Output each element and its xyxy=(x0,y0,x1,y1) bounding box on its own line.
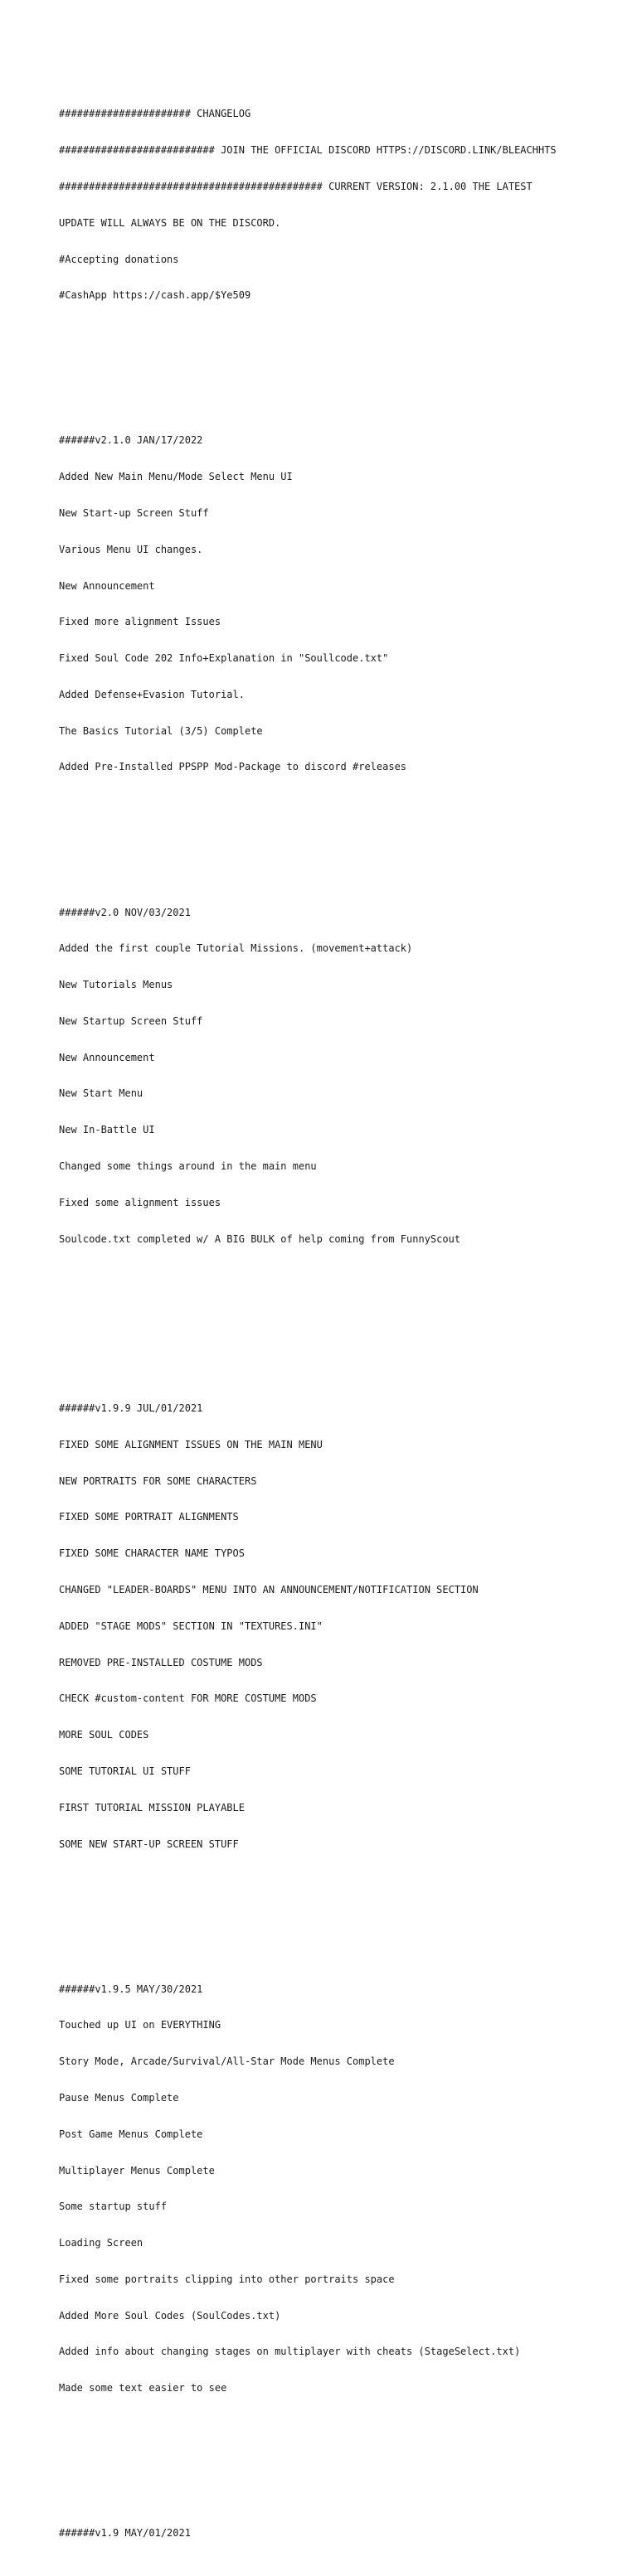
header-line: ########################## JOIN THE OFFICIAL DISCORD HTTPS://DISCORD.LINK/BLEACHHTS xyxy=(59,144,557,157)
changelog-item: Some startup stuff xyxy=(59,2201,168,2213)
changelog-item: Added the first couple Tutorial Missions. (movement+attack) xyxy=(59,942,413,955)
section-spacer xyxy=(59,1910,590,1923)
changelog-item: FIXED SOME PORTRAIT ALIGNMENTS xyxy=(59,1511,239,1523)
changelog-item: Made some text easier to see xyxy=(59,2382,227,2394)
changelog-item: Touched up UI on EVERYTHING xyxy=(59,2019,221,2031)
changelog-item: Pause Menus Complete xyxy=(59,2091,179,2104)
changelog-section-v1-9-9 xyxy=(59,1378,590,1874)
header-line: #CashApp https://cash.app/$Ye509 xyxy=(59,289,251,302)
changelog-section-v1-9 xyxy=(59,2503,590,2564)
changelog-section-v2-1-0 xyxy=(59,410,590,797)
changelog-item: Added Defense+Evasion Tutorial. xyxy=(59,688,245,700)
changelog-item: Fixed some alignment issues xyxy=(59,1196,221,1208)
changelog-item: FIXED SOME CHARACTER NAME TYPOS xyxy=(59,1547,245,1560)
header-line: ############################################ CURRENT VERSION: 2.1.00 THE LATEST xyxy=(59,180,532,192)
changelog-item: Story Mode, Arcade/Survival/All-Star Mode Menus Complete xyxy=(59,2055,395,2068)
changelog-item: CHANGED "LEADER-BOARDS" MENU INTO AN ANNOUNCEMENT/NOTIFICATION SECTION xyxy=(59,1584,479,1596)
changelog-item: SOME TUTORIAL UI STUFF xyxy=(59,1765,191,1777)
changelog-item: Changed some things around in the main menu xyxy=(59,1160,317,1173)
section-heading: ######v1.9 MAY/01/2021 xyxy=(59,2527,191,2540)
changelog-item: ADDED "STAGE MODS" SECTION IN "TEXTURES.INI" xyxy=(59,1620,323,1632)
changelog-item: New In-Battle UI xyxy=(59,1124,155,1136)
changelog-item: SOME NEW START-UP SCREEN STUFF xyxy=(59,1838,239,1850)
changelog-item: Multiplayer Menus Complete xyxy=(59,2164,215,2177)
changelog-item: CHECK #custom-content FOR MORE COSTUME MODS xyxy=(59,1692,317,1705)
section-spacer xyxy=(59,2455,590,2467)
changelog-item: Fixed more alignment Issues xyxy=(59,616,221,628)
changelog-item: FIRST TUTORIAL MISSION PLAYABLE xyxy=(59,1801,245,1813)
changelog-item: Post Game Menus Complete xyxy=(59,2128,203,2140)
changelog-item: Added Pre-Installed PPSPP Mod-Package to discord #releases xyxy=(59,761,407,773)
section-heading: ######v1.9.9 JUL/01/2021 xyxy=(59,1402,203,1415)
changelog-item: Soulcode.txt completed w/ A BIG BULK of help coming from FunnyScout xyxy=(59,1232,461,1245)
section-heading: ######v1.9.5 MAY/30/2021 xyxy=(59,1983,203,1995)
changelog-item: Loading Screen xyxy=(59,2237,143,2249)
section-spacer xyxy=(59,1305,590,1342)
changelog-document xyxy=(59,60,590,2576)
header-line: ###################### CHANGELOG xyxy=(59,108,251,120)
changelog-item: Added More Soul Codes (SoulCodes.txt) xyxy=(59,2309,281,2322)
section-heading: ######v2.0 NOV/03/2021 xyxy=(59,906,191,918)
changelog-item: FIXED SOME ALIGNMENT ISSUES ON THE MAIN MENU xyxy=(59,1438,323,1450)
section-spacer xyxy=(59,834,590,846)
changelog-item: New Start Menu xyxy=(59,1087,143,1100)
changelog-item: Various Menu UI changes. xyxy=(59,543,203,555)
changelog-header xyxy=(59,84,590,326)
changelog-item: New Startup Screen Stuff xyxy=(59,1014,203,1027)
changelog-section-v1-9-5 xyxy=(59,1959,590,2419)
changelog-section-v2-0 xyxy=(59,882,590,1269)
changelog-item: REMOVED PRE-INSTALLED COSTUME MODS xyxy=(59,1656,263,1668)
section-heading: ######v2.1.0 JAN/17/2022 xyxy=(59,434,203,447)
changelog-item: MORE SOUL CODES xyxy=(59,1729,149,1741)
changelog-item: New Announcement xyxy=(59,1051,155,1063)
changelog-item: NEW PORTRAITS FOR SOME CHARACTERS xyxy=(59,1474,257,1487)
changelog-item: New Start-up Screen Stuff xyxy=(59,506,209,519)
changelog-item: New Tutorials Menus xyxy=(59,979,173,991)
changelog-item: The Basics Tutorial (3/5) Complete xyxy=(59,724,263,737)
header-line: #Accepting donations xyxy=(59,253,179,265)
changelog-item: Fixed some portraits clipping into other portraits space xyxy=(59,2273,395,2285)
changelog-item: New Announcement xyxy=(59,579,155,592)
changelog-item: Fixed Soul Code 202 Info+Explanation in "Soullcode.txt" xyxy=(59,652,389,665)
changelog-item: Added info about changing stages on multiplayer with cheats (StageSelect.txt) xyxy=(59,2346,521,2358)
changelog-item: Added New Main Menu/Mode Select Menu UI xyxy=(59,471,293,483)
section-spacer xyxy=(59,362,590,375)
header-line: UPDATE WILL ALWAYS BE ON THE DISCORD. xyxy=(59,216,281,229)
